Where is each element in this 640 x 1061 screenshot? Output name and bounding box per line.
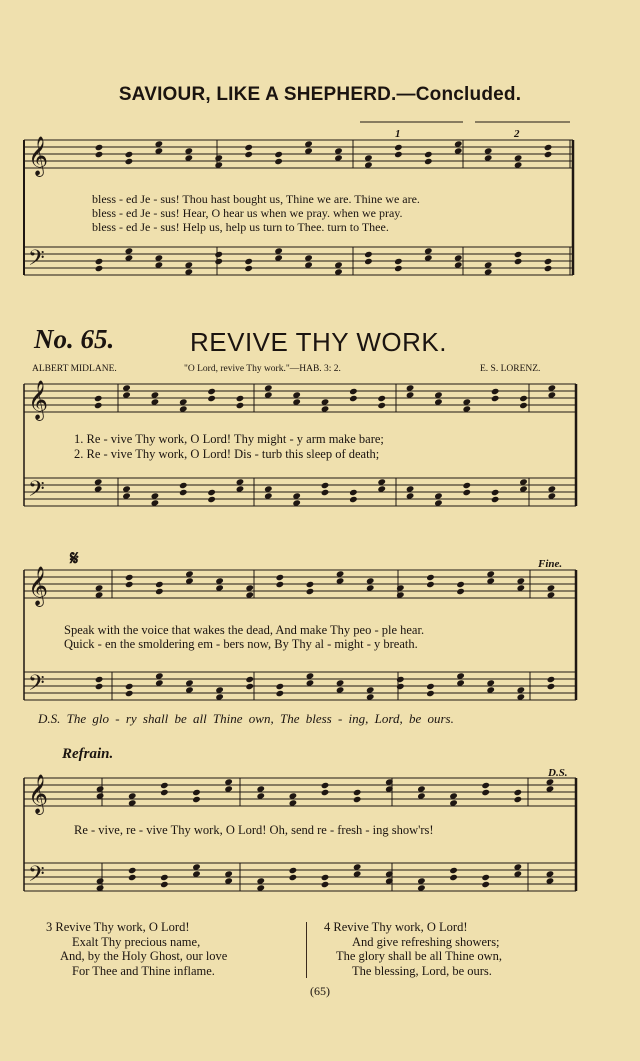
note-head [160,881,169,888]
note-head [125,683,134,690]
note-head [95,151,104,158]
note-head [449,874,458,881]
note-head [364,258,373,265]
note-head [514,258,523,265]
note-head [491,395,500,402]
note-head [426,683,435,690]
note-head [244,258,253,265]
note-head [462,482,471,489]
top-lyric-line-3: bless - ed Je - sus! Help us, help us turn to Thee. turn to Thee. [92,220,389,234]
verse-3-line-4: For Thee and Thine inflame. [72,963,215,978]
note-head [276,574,285,581]
note-head [207,489,216,496]
note-head [514,796,523,803]
note-head [244,151,253,158]
bass-clef: 𝄢 [28,477,45,507]
note-head [364,251,373,258]
note-head [128,874,137,881]
note-head [394,151,403,158]
note-head [424,158,433,165]
note-head [179,482,188,489]
composer-credit: E. S. LORENZ. [480,364,541,374]
note-head [207,395,216,402]
note-head [394,265,403,272]
scripture-reference: "O Lord, revive Thy work."—HAB. 3: 2. [184,364,341,374]
dal-segno-line: D.S. The glo - ry shall be all Thine own, The bless - ing, Lord, be ours. [38,711,454,726]
bass-clef: 𝄢 [28,671,45,701]
note-head [481,782,490,789]
top-lyric-line-2: bless - ed Je - sus! Hear, O hear us when we pray. when we pray. [92,206,403,220]
note-head [349,388,358,395]
verse-4-line-4: The blessing, Lord, be ours. [352,963,492,978]
note-head [276,690,285,697]
note-head [349,395,358,402]
note-head [125,690,134,697]
note-head [321,789,330,796]
note-head [245,683,254,690]
refrain-label: Refrain. [62,746,114,762]
note-head [207,388,216,395]
note-head [349,489,358,496]
note-head [519,402,528,409]
note-head [353,796,362,803]
note-head [321,881,330,888]
ds-marker: D.S. [548,767,568,779]
note-head [95,683,104,690]
note-head [394,144,403,151]
system2-lyric-line-2: Quick - en the smoldering em - bers now, By Thy al - might - y breath. [64,637,418,651]
note-head [321,874,330,881]
note-head [544,258,553,265]
fine-marker: Fine. [538,558,563,570]
note-head [192,789,201,796]
verse-4-line-1: 4 Revive Thy work, O Lord! [324,920,468,934]
note-head [95,676,104,683]
note-head [276,683,285,690]
note-head [125,151,134,158]
note-head [426,574,435,581]
note-head [353,789,362,796]
note-head [514,789,523,796]
verse-divider [306,922,307,978]
note-head [491,388,500,395]
verse-3 [46,920,227,978]
note-head [244,265,253,272]
note-head [544,151,553,158]
verse-3-line-2: Exalt Thy precious name, [72,934,201,949]
note-head [547,683,556,690]
note-head [306,581,315,588]
note-head [481,789,490,796]
note-head [289,874,298,881]
note-head [160,789,169,796]
note-head [274,151,283,158]
system1-lyric-line-2: 2. Re - vive Thy work, O Lord! Dis - turb this sleep of death; [74,447,380,461]
system1-lyric-line-1: 1. Re - vive Thy work, O Lord! Thy might - y arm make bare; [74,432,384,446]
note-head [349,496,358,503]
bass-clef: 𝄢 [28,862,45,892]
note-head [95,258,104,265]
top-lyric-line-1: bless - ed Je - sus! Thou hast bought us, Thine we are. Thine we are. [92,192,420,206]
note-head [306,588,315,595]
refrain-lyric: Re - vive, re - vive Thy work, O Lord! Oh, send re - fresh - ing show'rs! [74,823,434,837]
note-head [125,158,134,165]
note-head [514,251,523,258]
hymn-number: No. 65. [34,324,115,354]
note-head [426,581,435,588]
verse-4 [324,920,502,978]
note-head [394,258,403,265]
note-head [396,683,405,690]
note-head [547,676,556,683]
note-head [377,402,386,409]
note-head [321,482,330,489]
note-head [94,395,103,402]
note-head [94,402,103,409]
note-head [544,265,553,272]
verse-3-line-1: 3 Revive Thy work, O Lord! [46,920,190,934]
note-head [236,402,245,409]
note-head [491,489,500,496]
note-head [424,151,433,158]
note-head [276,581,285,588]
treble-clef: 𝄞 [28,566,49,606]
note-head [155,581,164,588]
note-head [125,574,134,581]
note-head [160,874,169,881]
note-head [160,782,169,789]
note-head [245,676,254,683]
second-ending-label: 2 [514,128,520,140]
note-head [426,690,435,697]
verse-4-line-2: And give refreshing showers; [352,934,500,949]
note-head [179,489,188,496]
note-head [207,496,216,503]
note-head [544,144,553,151]
note-head [396,676,405,683]
treble-clef: 𝄞 [28,774,49,814]
note-head [125,581,134,588]
note-head [491,496,500,503]
note-head [321,489,330,496]
note-head [289,867,298,874]
treble-clef: 𝄞 [28,380,49,420]
note-head [456,588,465,595]
note-head [95,265,104,272]
note-head [321,782,330,789]
note-head [214,251,223,258]
system2-lyric-line-1: Speak with the voice that wakes the dead, And make Thy peo - ple hear. [64,623,425,637]
note-head [449,867,458,874]
note-head [192,796,201,803]
note-head [481,881,490,888]
note-head [244,144,253,151]
verse-4-line-3: The glory shall be all Thine own, [336,949,503,963]
note-head [519,395,528,402]
treble-clef: 𝄞 [28,136,49,176]
page-number: (65) [310,984,330,998]
note-head [95,144,104,151]
note-head [377,395,386,402]
hymn-title: REVIVE THY WORK. [190,327,447,357]
bass-clef: 𝄢 [28,246,45,276]
running-title: SAVIOUR, LIKE A SHEPHERD.—Concluded. [118,84,522,105]
note-head [236,395,245,402]
note-head [128,867,137,874]
segno-sign: 𝄋 [70,548,79,570]
note-head [274,158,283,165]
verse-3-line-3: And, by the Holy Ghost, our love [60,949,228,963]
note-head [481,874,490,881]
note-head [155,588,164,595]
note-head [462,489,471,496]
note-head [214,258,223,265]
lyricist-credit: ALBERT MIDLANE. [32,364,117,374]
first-ending-label: 1 [395,128,401,140]
note-head [456,581,465,588]
